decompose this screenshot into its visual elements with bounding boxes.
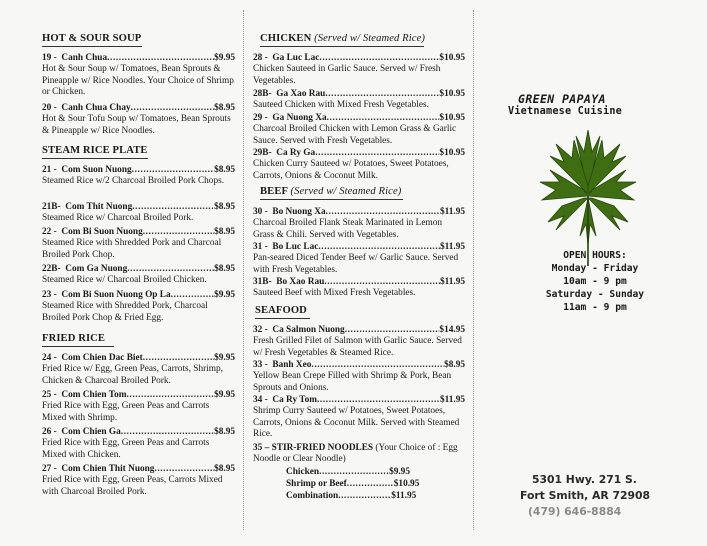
menu-item (253, 277, 465, 300)
menu-item-heading (42, 390, 235, 401)
menu-item-heading (253, 148, 465, 159)
item-name: Ca Salmon Nuong (272, 325, 345, 335)
leader-dots (319, 467, 389, 477)
menu-column-left (0, 0, 240, 546)
hours-line: 10am - 9 pm (563, 276, 627, 287)
menu-item-heading (253, 113, 465, 124)
item-name: Ga Nuong Xa (272, 113, 327, 123)
item-price: $10.95 (439, 53, 465, 63)
menu-cover-panel (470, 0, 707, 546)
item-price: $8.95 (214, 227, 235, 237)
item-name: Bo Xao Rau (276, 277, 325, 287)
item-description: Shrimp Curry Sauteed w/ Potatoes, Sweet Potatoes, Carrots, Onions & Coconut Milk. Served with Steamed Rice. (253, 406, 460, 440)
item-description: Steamed Rice with Shredded Pork, Charcoal Broiled Pork Chop & Fried Egg. (42, 301, 208, 323)
hours-line: 11am - 9 pm (563, 302, 627, 313)
menu-item (253, 53, 465, 87)
item-description: Charcoal Broiled Chicken with Lemon Grass & Garlic Sauce. Served with Fresh Vegetables. (253, 124, 457, 146)
item-price: $11.95 (439, 395, 465, 405)
leader-dots (131, 103, 214, 114)
leader-dots (317, 395, 440, 406)
menu-item-heading (253, 395, 465, 406)
item-number: 25 - (42, 390, 57, 400)
menu-item-heading (42, 464, 235, 475)
item-description: Sauteed Beef with Mixed Fresh Vegetables. (253, 288, 416, 299)
item-number: 34 - (253, 395, 268, 405)
noodles-note: (Your Choice of : Egg Noodle or Clear Noodle) (253, 443, 458, 465)
menu-item-heading (253, 89, 465, 100)
item-price: $8.95 (214, 427, 235, 437)
item-number: 19 - (42, 53, 57, 63)
item-price: $8.95 (214, 464, 235, 474)
menu-item-heading (253, 360, 465, 371)
item-number: 30 - (253, 207, 268, 217)
item-name: Banh Xeo (272, 360, 312, 370)
hours-title: OPEN HOURS: (563, 250, 627, 261)
item-name: Bo Nuong Xa (272, 207, 326, 217)
menu-item (253, 242, 465, 276)
menu-item-heading (42, 290, 235, 301)
item-description: Hot & Sour Soup w/ Tomatoes, Bean Sprouts & Pineapple w/ Rice Noodles. Your Choice of Shrimp or Chicken. (42, 64, 234, 98)
menu-item-heading (253, 207, 465, 218)
section-title-hot-sour-soup: HOT & SOUR SOUP (42, 33, 142, 44)
menu-item (253, 325, 465, 359)
menu-item-heading (253, 242, 465, 253)
menu-item (42, 202, 235, 225)
menu-item-heading (253, 325, 465, 336)
section-title-seafood: SEAFOOD (255, 305, 307, 316)
menu-item-heading (42, 227, 235, 238)
menu-item-heading (253, 53, 465, 64)
menu-item-heading (42, 53, 235, 64)
leader-dots (315, 148, 439, 159)
item-name: Com Chien Thit Nuong (61, 464, 155, 474)
leader-dots (126, 390, 214, 401)
leader-dots (338, 491, 391, 501)
section-underline (255, 318, 310, 319)
item-price: $9.95 (214, 390, 235, 400)
item-number: 27 - (42, 464, 57, 474)
menu-item (253, 360, 465, 394)
item-description: Fried Rice with Egg, Green Peas, Carrots Mixed with Charcoal Broiled Pork. (42, 475, 223, 497)
item-name: Ga Xao Rau (276, 89, 326, 99)
section-title-text: CHICKEN (260, 33, 312, 44)
item-price: $9.95 (214, 353, 235, 363)
item-description: Steamed Rice w/ Charcoal Broiled Chicken. (42, 275, 207, 286)
leader-dots (143, 227, 214, 238)
item-name: Com Bi Suon Nuong (61, 227, 143, 237)
item-number: 31 - (253, 242, 268, 252)
item-name: Com Chien Tom (61, 390, 127, 400)
phone-number: (479) 646-8884 (528, 505, 622, 518)
item-number: 31B- (253, 277, 272, 287)
option-price: $10.95 (393, 479, 420, 489)
option-name: Shrimp or Beef (286, 479, 347, 489)
leader-dots (325, 89, 439, 100)
section-title-fried-rice: FRIED RICE (42, 333, 106, 344)
menu-item (42, 353, 235, 387)
item-description: Steamed Rice w/2 Charcoal Broiled Pork Chops. (42, 176, 225, 187)
section-title-steam-rice-plate: STEAM RICE PLATE (42, 145, 148, 156)
leader-dots (319, 53, 439, 64)
item-number: 28 - (253, 53, 268, 63)
item-description: Steamed Rice with Shredded Pork and Charcoal Broiled Pork Chop. (42, 238, 222, 260)
restaurant-name: GREEN PAPAYA (518, 92, 606, 106)
item-number: 20 - (42, 103, 57, 113)
item-price: $11.95 (439, 207, 465, 217)
item-number: 29 - (253, 113, 268, 123)
section-underline (260, 199, 403, 200)
menu-item-heading (42, 165, 235, 176)
item-description: Yellow Bean Crepe Filled with Shrimp & Pork, Bean Sprouts and Onions. (253, 371, 452, 393)
menu-item (42, 103, 235, 137)
item-description: Chicken Sauteed in Garlic Sauce. Served w/ Fresh Vegetables. (253, 64, 441, 86)
section-underline (42, 346, 114, 347)
section-underline (42, 46, 142, 47)
menu-item (42, 427, 235, 461)
section-subtitle: (Served w/ Steamed Rice) (314, 33, 426, 44)
item-number: 21 - (42, 165, 57, 175)
item-name: Com Bi Suon Nuong Op La (61, 290, 171, 300)
address-street: 5301 Hwy. 271 S. (532, 473, 637, 486)
item-price: $9.95 (214, 290, 235, 300)
item-number: 22B- (42, 264, 61, 274)
noodle-option (286, 479, 446, 489)
leader-dots (121, 427, 214, 438)
item-description: Steamed Rice w/ Charcoal Broiled Pork. (42, 213, 194, 224)
leader-dots (171, 290, 214, 301)
item-name: Canh Chua (61, 53, 108, 63)
item-price: $9.95 (214, 53, 235, 63)
menu-item (42, 264, 235, 287)
menu-item (42, 464, 235, 498)
item-price: $10.95 (439, 148, 465, 158)
leader-dots (107, 53, 214, 64)
item-number: 23 - (42, 290, 57, 300)
noodles-heading: 35 – STIR-FRIED NOODLES (253, 443, 374, 453)
item-number: 24 - (42, 353, 57, 363)
restaurant-tagline: Vietnamese Cuisine (508, 106, 623, 117)
item-number: 26 - (42, 427, 57, 437)
menu-item-heading (42, 103, 235, 114)
item-name: Bo Luc Lac (272, 242, 319, 252)
leader-dots (311, 360, 444, 371)
menu-item (253, 395, 465, 441)
section-subtitle: (Served w/ Steamed Rice) (290, 186, 402, 197)
leader-dots (345, 325, 440, 336)
item-number: 29B- (253, 148, 272, 158)
noodle-option (286, 467, 446, 477)
item-price: $10.95 (439, 89, 465, 99)
item-price: $11.95 (439, 242, 465, 252)
address-city: Fort Smith, AR 72908 (520, 489, 651, 502)
papaya-leaf-icon (538, 126, 638, 266)
leader-dots (132, 202, 214, 213)
item-description: Fried Rice with Egg, Green Peas and Carrots Mixed with Shrimp. (42, 401, 210, 423)
section-underline (260, 46, 424, 47)
item-price: $8.95 (444, 360, 465, 370)
item-price: $11.95 (439, 277, 465, 287)
menu-item (253, 113, 465, 147)
menu-item-heading (253, 277, 465, 288)
option-price: $11.95 (391, 491, 417, 501)
leader-dots (318, 242, 440, 253)
noodles-item (253, 443, 465, 466)
item-price: $8.95 (214, 103, 235, 113)
section-title-beef (260, 186, 401, 197)
item-name: Com Chien Ga (61, 427, 121, 437)
leader-dots (324, 277, 440, 288)
item-name: Ca Ry Tom (272, 395, 317, 405)
menu-item (42, 290, 235, 324)
menu-item-heading (42, 427, 235, 438)
menu-item (42, 227, 235, 261)
item-description: Pan-seared Diced Tender Beef w/ Garlic Sauce. Served with Fresh Vegetables. (253, 253, 459, 275)
item-number: 32 - (253, 325, 268, 335)
menu-item (253, 148, 465, 182)
item-name: Com Suon Nuong (61, 165, 132, 175)
section-title-text: BEEF (260, 186, 288, 197)
leader-dots (143, 353, 214, 364)
menu-item (42, 53, 235, 99)
item-description: Fried Rice with Egg, Green Peas and Carrots Mixed with Chicken. (42, 438, 210, 460)
item-price: $14.95 (439, 325, 465, 335)
item-price: $10.95 (439, 113, 465, 123)
leader-dots (347, 479, 394, 489)
item-price: $8.95 (214, 264, 235, 274)
item-description: Fried Rice w/ Egg, Green Peas, Carrots, Shrimp, Chicken & Charcoal Broiled Pork. (42, 364, 223, 386)
leader-dots (326, 207, 440, 218)
item-name: Com Ga Nuong (65, 264, 128, 274)
menu-column-middle (240, 0, 470, 546)
hours-line: Monday - Friday (551, 263, 639, 274)
section-title-chicken (260, 33, 425, 44)
item-name: Com Chien Dac Biet (61, 353, 143, 363)
item-number: 33 - (253, 360, 268, 370)
leader-dots (327, 113, 440, 124)
item-number: 28B- (253, 89, 272, 99)
item-price: $8.95 (214, 165, 235, 175)
option-name: Combination (286, 491, 339, 501)
item-description: Charcoal Broiled Flank Steak Marinated in Lemon Grass & Chili. Served with Vegetables. (253, 218, 442, 240)
hours-line: Saturday - Sunday (545, 289, 645, 300)
item-number: 21B- (42, 202, 61, 212)
item-description: Sauteed Chicken with Mixed Fresh Vegetables. (253, 100, 429, 111)
leader-dots (132, 165, 214, 176)
noodle-option (286, 491, 446, 501)
menu-item (253, 89, 465, 112)
item-number: 22 - (42, 227, 57, 237)
section-underline (42, 158, 148, 159)
menu-item (42, 390, 235, 424)
option-price: $9.95 (389, 467, 410, 477)
item-name: Ga Luc Lac (272, 53, 320, 63)
item-name: Canh Chua Chay (61, 103, 131, 113)
item-name: Com Thit Nuong (65, 202, 133, 212)
menu-item-heading (42, 264, 235, 275)
menu-item (253, 207, 465, 241)
item-description: Chicken Curry Sauteed w/ Potatoes, Sweet Potatoes, Carrots, Onions & Coconut Milk. (253, 159, 449, 181)
leader-dots (154, 464, 214, 475)
leader-dots (127, 264, 214, 275)
menu-item-heading (42, 353, 235, 364)
item-name: Ca Ry Ga (276, 148, 316, 158)
menu-item-heading (42, 202, 235, 213)
item-price: $8.95 (214, 202, 235, 212)
menu-item (42, 165, 235, 188)
option-name: Chicken (286, 467, 320, 477)
item-description: Hot & Sour Tofu Soup w/ Tomatoes, Bean Sprouts & Pineapple w/ Rice Noodles. (42, 114, 231, 136)
item-description: Fresh Grilled Filet of Salmon with Garlic Sauce. Served w/ Fresh Vegetables & Steamed Rice. (253, 336, 462, 358)
